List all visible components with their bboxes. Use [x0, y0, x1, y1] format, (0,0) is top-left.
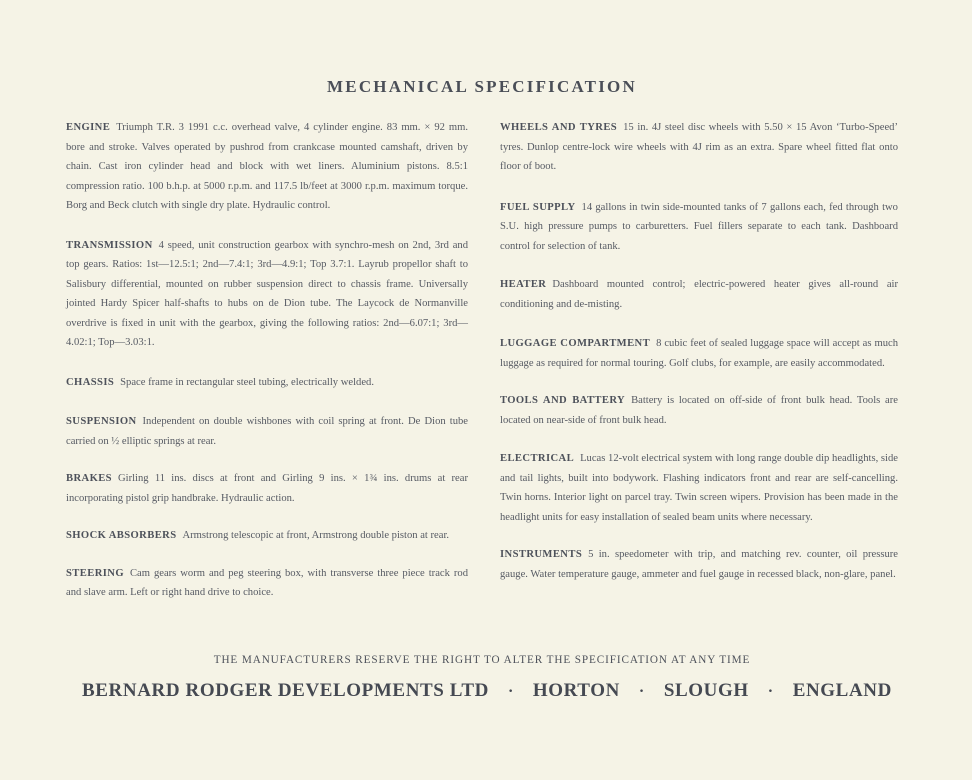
spec-steering	[66, 564, 468, 603]
spec-text: 5 in. speedometer with trip, and matching rev. counter, oil pressure gauge. Water temperature gauge, ammeter and fuel gauge in recessed black, non-glare, panel.	[500, 549, 898, 580]
spec-engine	[66, 118, 468, 216]
spec-heading: SUSPENSION	[66, 416, 137, 427]
left-column	[66, 118, 468, 603]
spec-heading: TRANSMISSION	[66, 239, 153, 251]
spec-fuel-supply	[500, 198, 898, 257]
footer-town: SLOUGH	[663, 680, 749, 701]
spec-heading: BRAKES	[66, 473, 112, 484]
page-title: MECHANICAL SPECIFICATION	[327, 77, 637, 96]
spec-heading: STEERING	[66, 567, 124, 579]
spec-text: 4 speed, unit construction gearbox with synchro-mesh on 2nd, 3rd and top gears. Ratios: 1st—12.5:1; 2nd—7.4:1; 3rd—4.9:1; Top 3.7:1. Layrub propellor shaft to Salisbury differential, mounted on rubber suspension direct to chassis frame. Universally jointed Hardy Spicer half-shafts to hubs on de Dion tube. The Laycock de Normanville overdrive is fixed in unit with the gearbox, giving the following ratios: 2nd—6.07:1; 3rd—4.02:1; Top—3.03:1.	[66, 239, 468, 348]
spec-text: Space frame in rectangular steel tubing, electrically welded.	[120, 376, 374, 388]
right-column	[500, 118, 898, 584]
company-name: BERNARD RODGER DEVELOPMENTS LTD	[82, 680, 489, 701]
separator-dot: ·	[767, 683, 774, 700]
spec-heading: TOOLS AND BATTERY	[500, 395, 626, 406]
spec-electrical	[500, 449, 898, 527]
spec-tools-and-battery	[500, 391, 898, 430]
spec-text: 8 cubic feet of sealed luggage space will accept as much luggage as required for normal touring. Golf clubs, for example, are easily accommodated.	[500, 338, 898, 369]
footer-address	[82, 680, 892, 702]
spec-text: Independent on double wishbones with coil spring at front. De Dion tube carried on ½ elliptic springs at rear.	[66, 416, 468, 447]
footer-country: ENGLAND	[792, 680, 892, 701]
spec-suspension	[66, 412, 468, 451]
spec-luggage-compartment	[500, 334, 898, 373]
spec-text: Triumph T.R. 3 1991 c.c. overhead valve, 4 cylinder engine. 83 mm. × 92 mm. bore and stroke. Valves operated by pushrod from crankcase mounted camshaft, driven by chain. Cast iron cylinder head and block with wet liners. Aluminium pistons. 8.5:1 compression ratio. 100 b.h.p. at 5000 r.p.m. and 117.5 lb/feet at 3000 r.p.m. maximum torque. Borg and Beck clutch with single dry plate. Hydraulic control.	[66, 122, 468, 211]
spec-text: Armstrong telescopic at front, Armstrong double piston at rear.	[182, 530, 450, 541]
spec-heading: HEATER	[500, 279, 547, 290]
disclaimer: THE MANUFACTURERS RESERVE THE RIGHT TO ALTER THE SPECIFICATION AT ANY TIME	[213, 654, 751, 666]
spec-shock-absorbers	[66, 526, 468, 546]
spec-heading: FUEL SUPPLY	[500, 201, 576, 213]
spec-heading: SHOCK ABSORBERS	[66, 530, 177, 541]
separator-dot: ·	[507, 683, 514, 700]
spec-text: Cam gears worm and peg steering box, with transverse three piece track rod and slave arm. Left or right hand drive to choice.	[66, 567, 468, 598]
spec-heading: CHASSIS	[66, 376, 115, 388]
spec-chassis	[66, 373, 468, 393]
spec-heading: WHEELS AND TYRES	[500, 122, 618, 133]
separator-dot: ·	[638, 683, 645, 700]
footer-place: HORTON	[532, 680, 620, 701]
spec-text: Lucas 12-volt electrical system with long range double dip headlights, side and tail lights, built into bodywork. Flashing indicators front and rear are self-cancelling. Twin horns. Interior light on parcel tray. Twin screen wipers. Provision has been made in the headlight units for easy installation of sealed beam units where necessary.	[500, 453, 898, 523]
spec-text: Dashboard mounted control; electric-powered heater gives all-round air conditioning and de-misting.	[500, 279, 898, 310]
spec-heading: LUGGAGE COMPARTMENT	[500, 338, 651, 349]
spec-heading: INSTRUMENTS	[500, 549, 583, 560]
spec-heading: ELECTRICAL	[500, 453, 575, 464]
spec-text: 14 gallons in twin side-mounted tanks of 7 gallons each, fed through two S.U. high pressure pumps to carburetters. Fuel fillers separate to each tank. Dashboard control for selection of tank.	[500, 201, 898, 252]
spec-transmission	[66, 236, 468, 353]
spec-brakes	[66, 469, 468, 508]
spec-text: 15 in. 4J steel disc wheels with 5.50 × 15 Avon ‘Turbo-Speed’ tyres. Dunlop centre-lock wire wheels with 4J rim as an extra. Spare wheel fitted flat onto floor of boot.	[500, 122, 899, 172]
spec-instruments	[500, 545, 898, 584]
spec-heading: ENGINE	[66, 122, 111, 133]
spec-wheels-and-tyres	[500, 118, 898, 177]
spec-text: Girling 11 ins. discs at front and Girling 9 ins. × 1¾ ins. drums at rear incorporating pistol grip handbrake. Hydraulic action.	[66, 473, 468, 504]
spec-text: Battery is located on off-side of front bulk head. Tools are located on near-side of front bulk head.	[500, 395, 898, 426]
spec-heater	[500, 275, 898, 314]
